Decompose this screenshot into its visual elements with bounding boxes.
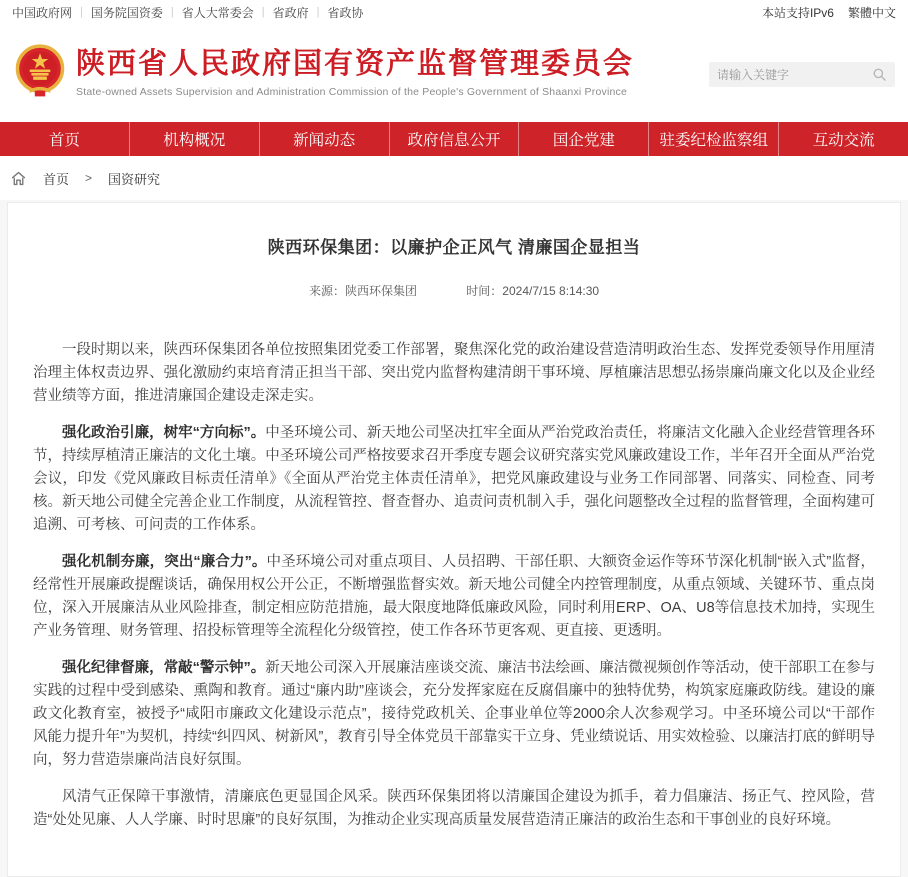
paragraph-lead: 强化政治引廉，树牢“方向标”。 <box>62 425 266 441</box>
article-time: 时间：2024/7/15 8:14:30 <box>466 284 600 298</box>
paragraph-lead: 强化纪律督廉，常敲“警示钟”。 <box>62 660 266 676</box>
nav-item-party-building[interactable]: 国企党建 <box>518 122 648 156</box>
link-separator: | <box>170 6 174 18</box>
breadcrumb-separator: > <box>85 171 93 185</box>
search-icon[interactable] <box>872 67 887 82</box>
paragraph-text: 中圣环境公司、新天地公司坚决扛牢全面从严治党政治责任，将廉洁文化融入企业经营管理各环节，持续厚植清正廉洁的文化土壤。中圣环境公司严格按要求召开季度专题会议研究落实党风廉政建设工作，半年召开全面从严治党会议，印发《党风廉政目标责任清单》《全面从严治党主体责任清单》，把党风廉政建设与业务工作同部署、同落实、同检查、同考核。新天地公司健全完善企业工作制度，从流程管控、督查督办、追责问责机制入手，强化问题整改全过程的监督管理，全面构建可追溯、可考核、可问责的工作体系。 <box>33 425 876 533</box>
traditional-chinese-toggle[interactable]: 繁體中文 <box>847 5 896 20</box>
paragraph-lead: 强化机制夯廉，突出“廉合力”。 <box>62 554 267 570</box>
nav-item-gov-info[interactable]: 政府信息公开 <box>389 122 519 156</box>
article-title: 陕西环保集团：以廉护企正风气 清廉国企显担当 <box>267 238 641 257</box>
search-input[interactable] <box>717 68 872 82</box>
nav-item-home[interactable]: 首页 <box>48 132 80 149</box>
link-provincial-cppcc[interactable]: 省政协 <box>327 5 364 20</box>
site-subtitle-en: State-owned Assets Supervision and Administration Commission of the People's Government of Shaanxi Province <box>76 86 628 99</box>
article-body <box>8 339 900 832</box>
paragraph <box>33 657 875 772</box>
paragraph-text: 风清气正保障干事激情，清廉底色更显国企风采。陕西环保集团将以清廉国企建设为抓手，着力倡廉洁、扬正气、控风险，营造“处处见廉、人人学廉、时时思廉”的良好氛围，为推动企业实现高质量发展营造清正廉洁的政治生态和干事创业的良好环境。 <box>33 789 875 828</box>
nav-item-overview[interactable]: 机构概况 <box>129 122 259 156</box>
home-icon[interactable] <box>10 170 27 187</box>
link-china-gov[interactable]: 中国政府网 <box>12 5 73 20</box>
paragraph-text: 新天地公司深入开展廉洁座谈交流、廉洁书法绘画、廉洁微视频创作等活动，使干部职工在参与实践的过程中受到感染、熏陶和教育。通过“廉内助”座谈会，充分发挥家庭在反腐倡廉中的独特优势，构筑家庭廉政防线。建设的廉政文化教育室，被授予“咸阳市廉政文化建设示范点”，接待党政机关、企事业单位等2000余人次参观学习。中圣环境公司以“干部作风能力提升年”为契机，持续“纠四风、树新风”，教育引导全体党员干部靠实干立身、凭业绩说话、用实效检验、以廉洁打底的鲜明导向，努力营造崇廉尚洁良好氛围。 <box>33 660 876 768</box>
breadcrumb-current[interactable]: 国资研究 <box>108 171 161 187</box>
article-source: 来源：陕西环保集团 <box>308 284 417 298</box>
ipv6-badge: 本站支持IPv6 <box>761 5 834 20</box>
search-box <box>709 62 895 87</box>
site-title: 陕西省人民政府国有资产监督管理委员会 <box>76 47 635 80</box>
paragraph <box>33 422 875 537</box>
top-utility-bar <box>0 0 908 24</box>
article-meta <box>8 282 900 299</box>
link-provincial-npc[interactable]: 省人大常委会 <box>181 5 254 20</box>
link-separator: | <box>261 6 265 18</box>
link-separator: | <box>80 6 83 18</box>
national-emblem-icon <box>14 44 66 102</box>
paragraph-text: 一段时期以来，陕西环保集团各单位按照集团党委工作部署，聚焦深化党的政治建设营造清明政治生态、发挥党委领导作用厘清治理主体权责边界、强化激励约束培育清正担当干部、突出党内监督构建清朗干事环境、厚植廉洁思想弘扬崇廉尚廉文化以及企业经营业绩等方面，推进清廉国企建设走深走实。 <box>33 342 875 404</box>
link-separator: | <box>316 6 320 18</box>
paragraph-text: 中圣环境公司对重点项目、人员招聘、干部任职、大额资金运作等环节深化机制“嵌入式”监督，经常性开展廉政提醒谈话，确保用权公开公正，不断增强监督实效。新天地公司健全内控管理制度，从重点领域、关键环节、重点岗位，深入开展廉洁从业风险排查，制定相应防范措施，最大限度地降低廉政风险，同时利用ERP、OA、U8等信息技术加持，实现生产业务管理、财务管理、招投标管理等全流程化分级管控，使工作各环节更客观、更直接、更透明。 <box>33 554 876 639</box>
nav-item-discipline-inspection[interactable]: 驻委纪检监察组 <box>648 122 778 156</box>
link-provincial-gov[interactable]: 省政府 <box>272 5 309 20</box>
brand-block <box>76 48 634 98</box>
site-header <box>0 24 908 122</box>
topbar-right <box>748 4 896 21</box>
link-sasac[interactable]: 国务院国资委 <box>90 5 163 20</box>
paragraph <box>33 551 875 643</box>
main-nav <box>0 122 908 156</box>
breadcrumb <box>0 156 908 200</box>
gov-links <box>12 4 364 21</box>
breadcrumb-home[interactable]: 首页 <box>43 171 70 187</box>
nav-item-news[interactable]: 新闻动态 <box>259 122 389 156</box>
article-card <box>7 202 901 877</box>
paragraph <box>33 339 875 408</box>
nav-item-interaction[interactable]: 互动交流 <box>778 122 908 156</box>
paragraph <box>33 786 875 832</box>
